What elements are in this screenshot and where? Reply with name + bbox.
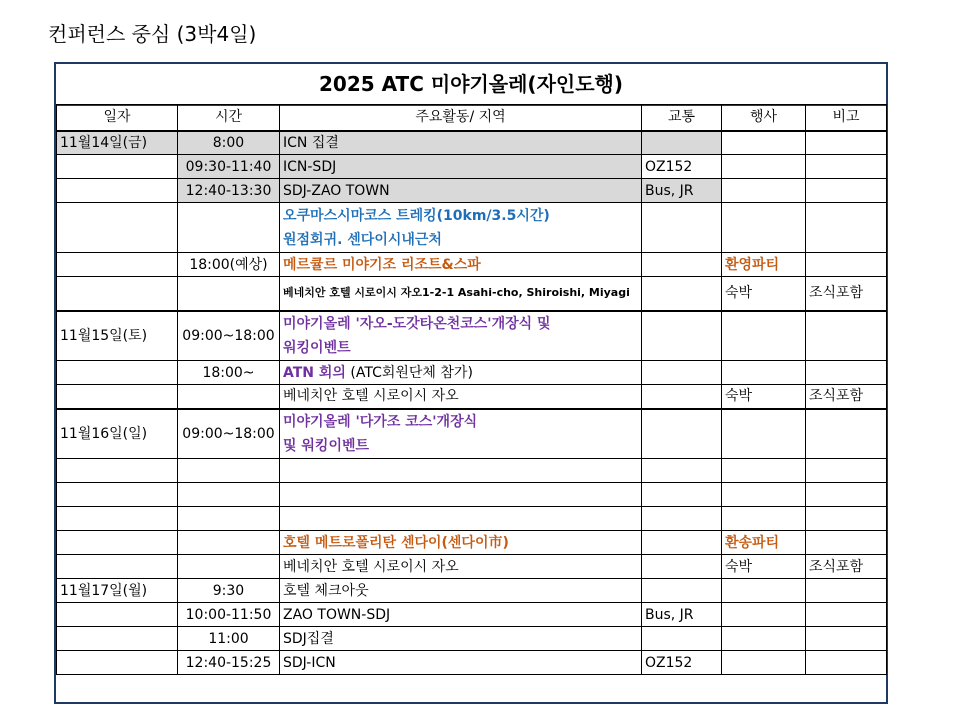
time-cell: 11:00: [178, 627, 280, 651]
transport-cell: [642, 131, 722, 155]
time-cell: 18:00~: [178, 361, 280, 385]
table-row: [57, 385, 887, 409]
event-cell: [722, 603, 806, 627]
transport-cell: [642, 385, 722, 409]
transport-cell: [642, 277, 722, 311]
transport-cell: [642, 579, 722, 603]
transport-cell: [642, 203, 722, 253]
table-row: [57, 651, 887, 675]
time-cell: 18:00(예상): [178, 253, 280, 277]
transport-cell: [642, 253, 722, 277]
date-cell: [57, 179, 178, 203]
date-cell: [57, 459, 178, 483]
transport-cell: [642, 507, 722, 531]
activity-detail: (ATC회원단체 참가): [345, 364, 473, 381]
date-cell: 11월17일(월): [57, 579, 178, 603]
activity-line: 및 워킹이벤트: [283, 437, 370, 454]
transport-cell: Bus, JR: [642, 179, 722, 203]
activity-line: 원점회귀. 센다이시내근처: [283, 231, 442, 248]
table-row: [57, 131, 887, 155]
date-cell: [57, 531, 178, 555]
header-date: 일자: [57, 105, 178, 131]
event-cell: [722, 459, 806, 483]
note-cell: 조식포함: [806, 385, 887, 409]
activity-line: 미야기올레 '자오-도갓타온천코스'개장식 및: [283, 315, 551, 332]
date-cell: [57, 555, 178, 579]
note-cell: [806, 253, 887, 277]
event-cell: [722, 409, 806, 459]
transport-cell: [642, 409, 722, 459]
date-cell: [57, 277, 178, 311]
header-note: 비고: [806, 105, 887, 131]
transport-cell: [642, 483, 722, 507]
time-cell: [178, 531, 280, 555]
activity-cell: 베네치안 호텔 시로이시 자오: [280, 555, 642, 579]
event-cell: [722, 507, 806, 531]
activity-cell: SDJ집결: [280, 627, 642, 651]
time-cell: [178, 277, 280, 311]
activity-cell: [280, 409, 642, 459]
activity-cell: ICN-SDJ: [280, 155, 642, 179]
date-cell: [57, 361, 178, 385]
activity-cell: [280, 459, 642, 483]
activity-main: ATN 회의: [283, 364, 346, 381]
event-cell: [722, 311, 806, 361]
event-cell: [722, 203, 806, 253]
activity-cell: [280, 203, 642, 253]
activity-cell: 메르큘르 미야기조 리조트&스파: [280, 253, 642, 277]
table-row: [57, 155, 887, 179]
date-cell: 11월15일(토): [57, 311, 178, 361]
event-cell: [722, 627, 806, 651]
note-cell: [806, 131, 887, 155]
event-cell: [722, 361, 806, 385]
activity-cell: 베네치안 호텔 시로이시 자오1-2-1 Asahi-cho, Shiroishi, Miyagi: [280, 277, 642, 311]
table-row: [57, 459, 887, 483]
date-cell: [57, 155, 178, 179]
date-cell: [57, 385, 178, 409]
header-row: [57, 105, 887, 131]
table-row: [57, 203, 887, 253]
table-row: [57, 179, 887, 203]
transport-cell: [642, 555, 722, 579]
transport-cell: [642, 459, 722, 483]
event-cell: 환송파티: [722, 531, 806, 555]
activity-cell: ICN 집결: [280, 131, 642, 155]
activity-line: 미야기올레 '다가조 코스'개장식: [283, 413, 478, 430]
header-event: 행사: [722, 105, 806, 131]
note-cell: [806, 531, 887, 555]
page-title: 컨퍼런스 중심 (3박4일): [48, 22, 257, 46]
activity-line: 오쿠마스시마코스 트레킹(10km/3.5시간): [283, 207, 550, 224]
date-cell: [57, 627, 178, 651]
note-cell: [806, 203, 887, 253]
time-cell: [178, 385, 280, 409]
activity-cell: SDJ-ZAO TOWN: [280, 179, 642, 203]
event-cell: 숙박: [722, 555, 806, 579]
table-row: [57, 361, 887, 385]
time-cell: 09:00~18:00: [178, 409, 280, 459]
note-cell: [806, 651, 887, 675]
time-cell: 09:30-11:40: [178, 155, 280, 179]
table-row: [57, 507, 887, 531]
activity-cell: ZAO TOWN-SDJ: [280, 603, 642, 627]
time-cell: [178, 459, 280, 483]
event-cell: [722, 483, 806, 507]
activity-cell: [280, 483, 642, 507]
activity-cell: SDJ-ICN: [280, 651, 642, 675]
event-cell: [722, 155, 806, 179]
time-cell: 12:40-13:30: [178, 179, 280, 203]
date-cell: [57, 483, 178, 507]
activity-cell: [280, 361, 642, 385]
event-cell: 환영파티: [722, 253, 806, 277]
activity-cell: 베네치안 호텔 시로이시 자오: [280, 385, 642, 409]
time-cell: 12:40-15:25: [178, 651, 280, 675]
note-cell: [806, 603, 887, 627]
time-cell: [178, 203, 280, 253]
table-row: [57, 409, 887, 459]
transport-cell: [642, 531, 722, 555]
itinerary-sheet: [54, 62, 888, 704]
table-row: [57, 627, 887, 651]
table-row: [57, 277, 887, 311]
event-cell: [722, 651, 806, 675]
activity-cell: [280, 311, 642, 361]
table-row: [57, 603, 887, 627]
date-cell: [57, 603, 178, 627]
note-cell: [806, 459, 887, 483]
date-cell: [57, 651, 178, 675]
note-cell: [806, 311, 887, 361]
date-cell: [57, 507, 178, 531]
note-cell: 조식포함: [806, 555, 887, 579]
note-cell: [806, 155, 887, 179]
transport-cell: Bus, JR: [642, 603, 722, 627]
time-cell: [178, 507, 280, 531]
table-row: [57, 531, 887, 555]
note-cell: [806, 507, 887, 531]
note-cell: 조식포함: [806, 277, 887, 311]
note-cell: [806, 627, 887, 651]
table-row: [57, 579, 887, 603]
time-cell: [178, 555, 280, 579]
time-cell: [178, 483, 280, 507]
event-cell: [722, 579, 806, 603]
transport-cell: OZ152: [642, 155, 722, 179]
transport-cell: [642, 311, 722, 361]
time-cell: 9:30: [178, 579, 280, 603]
table-row: [57, 555, 887, 579]
event-cell: 숙박: [722, 385, 806, 409]
transport-cell: OZ152: [642, 651, 722, 675]
note-cell: [806, 579, 887, 603]
activity-cell: 호텔 메트로폴리탄 센다이(센다이市): [280, 531, 642, 555]
note-cell: [806, 361, 887, 385]
date-cell: [57, 203, 178, 253]
event-cell: 숙박: [722, 277, 806, 311]
event-cell: [722, 131, 806, 155]
date-cell: [57, 253, 178, 277]
transport-cell: [642, 627, 722, 651]
header-transport: 교통: [642, 105, 722, 131]
activity-cell: [280, 507, 642, 531]
table-row: [57, 311, 887, 361]
header-activity: 주요활동/ 지역: [280, 105, 642, 131]
transport-cell: [642, 361, 722, 385]
table-row: [57, 483, 887, 507]
table-row: [57, 253, 887, 277]
activity-cell: 호텔 체크아웃: [280, 579, 642, 603]
date-cell: 11월16일(일): [57, 409, 178, 459]
header-time: 시간: [178, 105, 280, 131]
note-cell: [806, 483, 887, 507]
event-cell: [722, 179, 806, 203]
time-cell: 09:00~18:00: [178, 311, 280, 361]
doc-title: 2025 ATC 미야기올레(자인도행): [56, 64, 886, 106]
time-cell: 8:00: [178, 131, 280, 155]
activity-line: 워킹이벤트: [283, 339, 351, 356]
note-cell: [806, 179, 887, 203]
itinerary-table: [56, 104, 887, 675]
date-cell: 11월14일(금): [57, 131, 178, 155]
time-cell: 10:00-11:50: [178, 603, 280, 627]
note-cell: [806, 409, 887, 459]
